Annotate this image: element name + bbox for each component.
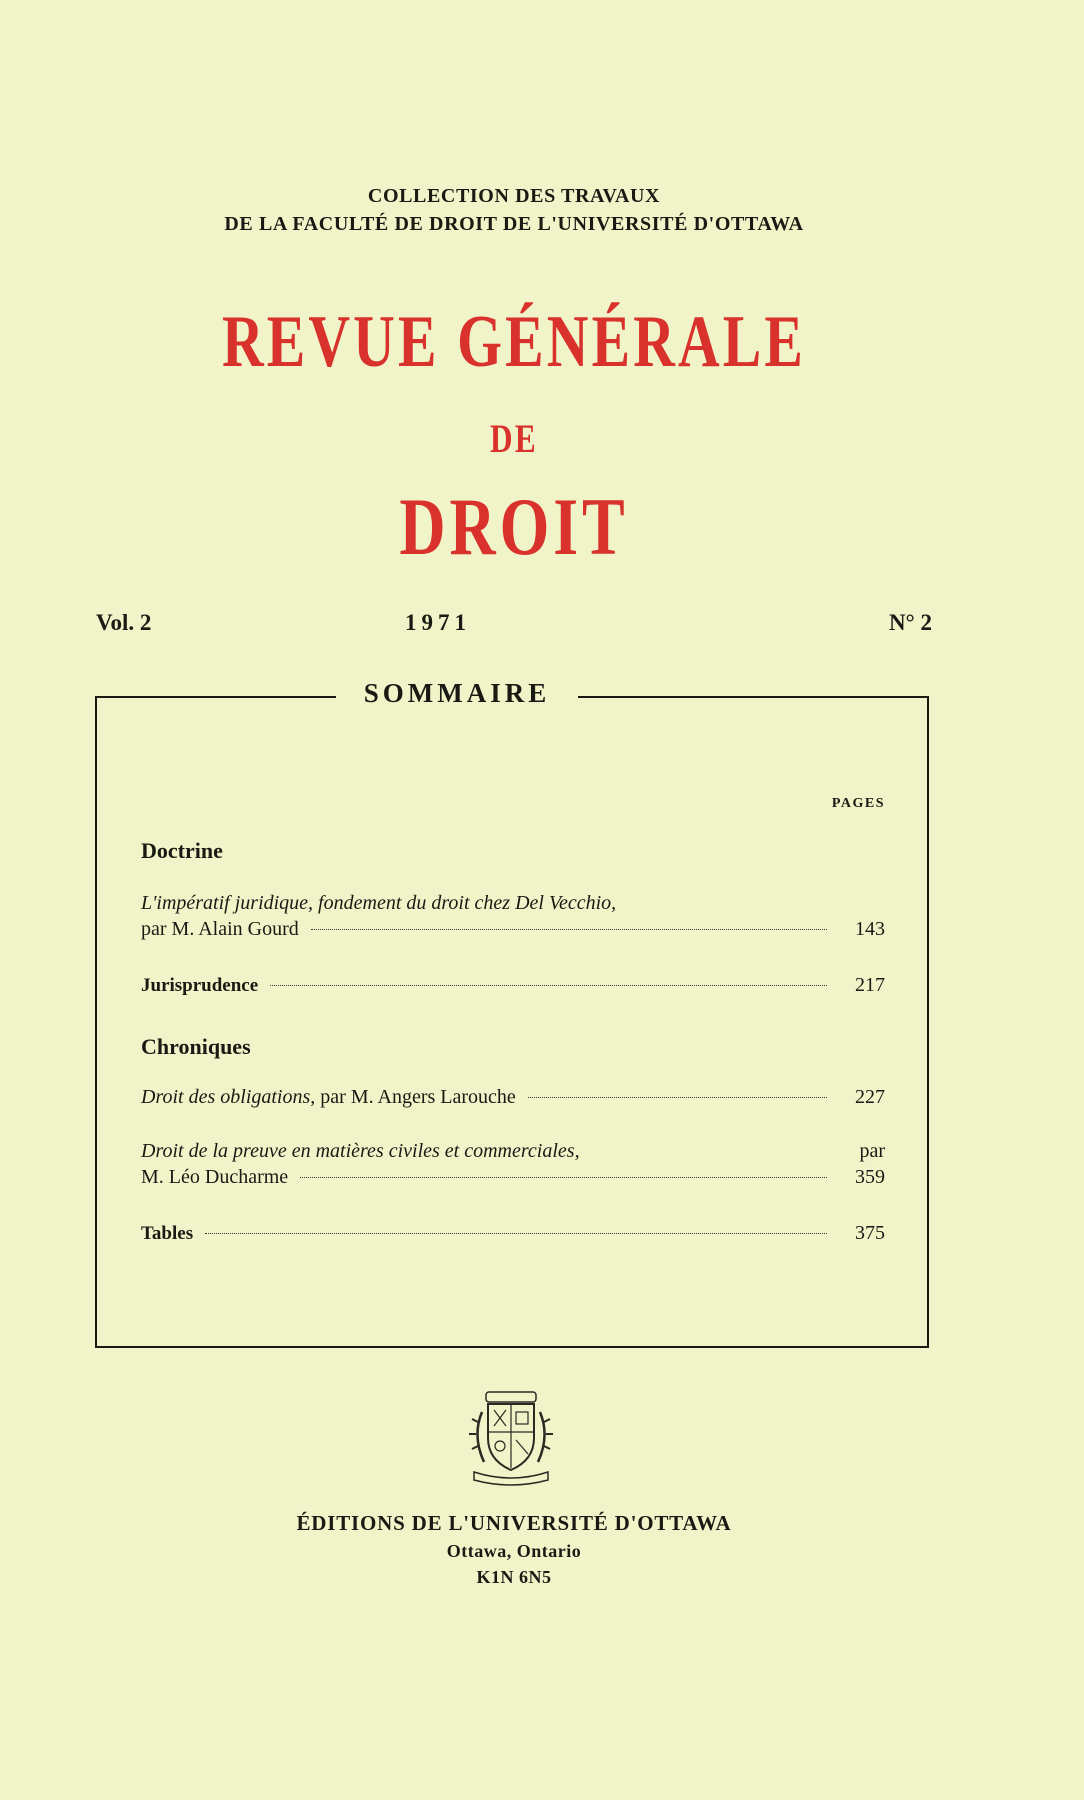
entry-author: M. Léo Ducharme: [141, 1166, 289, 1188]
entry-leader-line: [141, 1220, 885, 1247]
entry-title-line: [141, 1138, 885, 1164]
entry-text: [141, 1084, 516, 1110]
entry-leader-line: [141, 972, 885, 999]
publisher-block: [0, 1508, 1028, 1590]
entry-leader-line: [141, 1164, 885, 1190]
entry-label: Tables: [141, 1223, 194, 1244]
entry-page: 359: [855, 1166, 885, 1188]
section-doctrine: Doctrine: [141, 838, 223, 863]
entry-author: par M. Alain Gourd: [141, 918, 299, 940]
issue-number-label: N° 2: [888, 610, 932, 635]
entry-author: par M. Angers Larouche: [320, 1086, 516, 1108]
entry-page: 227: [855, 1086, 885, 1108]
entry-title: Droit des obligations,: [141, 1086, 316, 1108]
dot-leader: [205, 1233, 827, 1234]
issue-info: [96, 610, 932, 642]
journal-title-main: REVUE GÉNÉRALE: [221, 301, 807, 383]
entry-label: Jurisprudence: [141, 975, 259, 996]
entry-page: 375: [855, 1222, 885, 1244]
pages-column-label: PAGES: [831, 796, 885, 811]
journal-title-de: DE: [489, 416, 539, 461]
sommaire-box: [95, 678, 929, 1348]
sommaire-heading-text: SOMMAIRE: [336, 678, 579, 708]
entry-title: Droit de la preuve en matières civiles et commerciales,: [141, 1140, 580, 1162]
toc-entry-ducharme: [141, 1138, 885, 1190]
entry-leader-line: [141, 1084, 885, 1110]
dot-leader: [311, 929, 827, 930]
section-chroniques: Chroniques: [141, 1034, 251, 1059]
dot-leader: [270, 985, 827, 986]
toc-entry-jurisprudence: [141, 972, 885, 999]
collection-line-2: DE LA FACULTÉ DE DROIT DE L'UNIVERSITÉ D'OTTAWA: [224, 213, 804, 235]
collection-line-1: COLLECTION DES TRAVAUX: [367, 185, 661, 207]
entry-author-prefix: par: [859, 1140, 885, 1162]
entry-page: 143: [855, 918, 885, 940]
publisher-city: Ottawa, Ontario: [446, 1541, 582, 1561]
university-coat-of-arms-icon: [466, 1388, 556, 1488]
toc-entry-larouche: [141, 1084, 885, 1110]
entry-page: 217: [855, 974, 885, 996]
toc-entry-tables: [141, 1220, 885, 1247]
dot-leader: [300, 1177, 827, 1178]
dot-leader: [528, 1097, 827, 1098]
collection-header: [0, 182, 1028, 238]
volume-label: Vol. 2: [96, 610, 152, 635]
year-label: 1971: [405, 610, 471, 635]
publisher-postal-code: K1N 6N5: [476, 1567, 552, 1587]
sommaire-heading: [40, 678, 874, 709]
entry-title: L'impératif juridique, fondement du droit chez Del Vecchio,: [141, 892, 617, 914]
entry-leader-line: [141, 916, 885, 942]
toc-entry-gourd: [141, 890, 885, 942]
journal-title-droit: DROIT: [399, 481, 629, 572]
publisher-name: ÉDITIONS DE L'UNIVERSITÉ D'OTTAWA: [296, 1511, 732, 1535]
